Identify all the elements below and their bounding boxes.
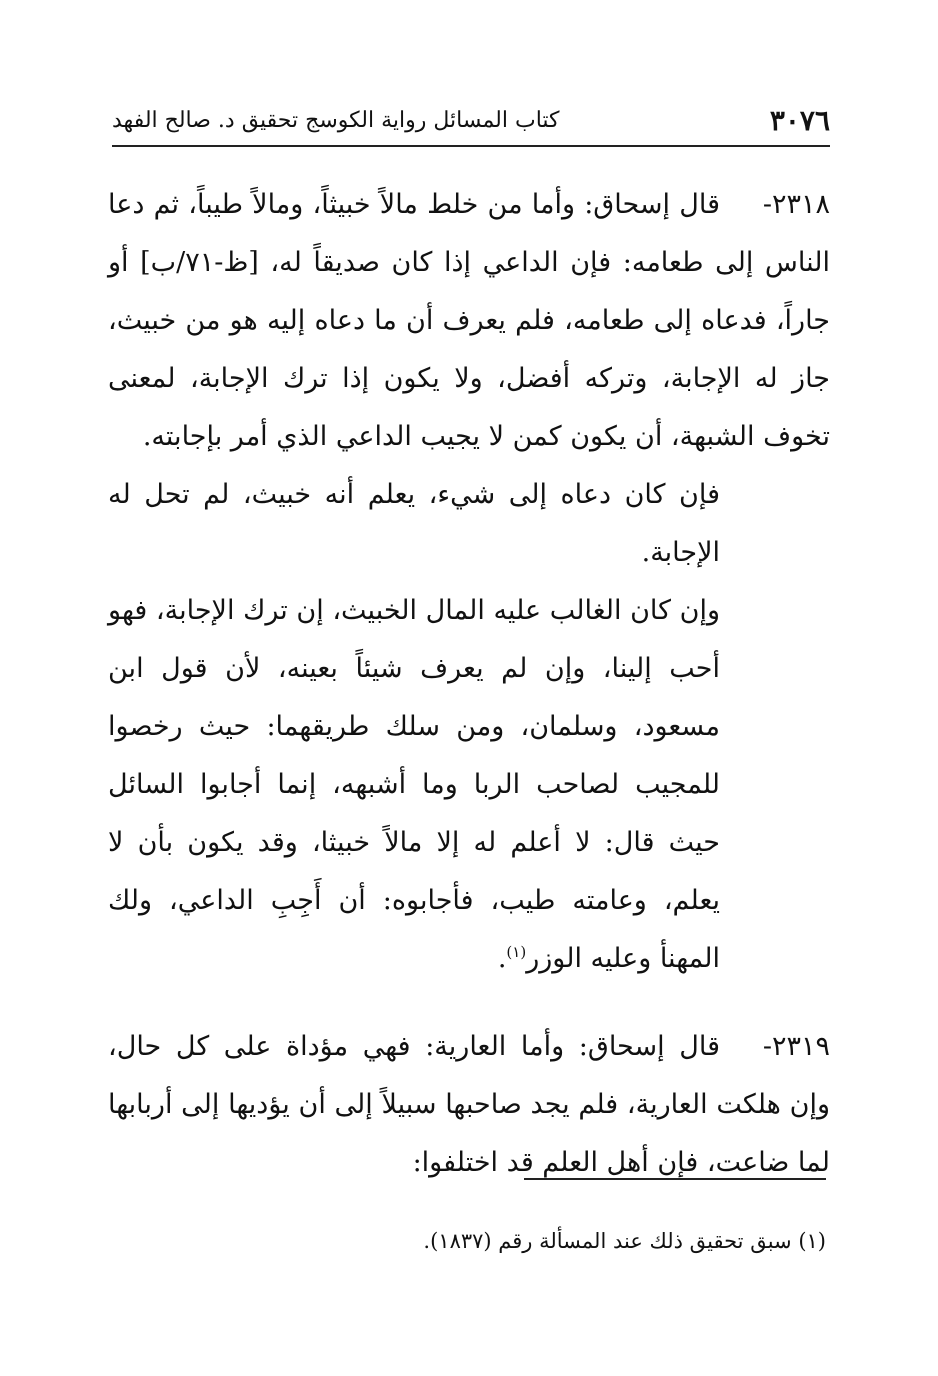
entry-2318-paragraph-2: فإن كان دعاه إلى شيء، يعلم أنه خبيث، لم تحل له الإجابة. [108,479,720,568]
paragraph-text: قال إسحاق: وأما من خلط مالاً خبيثاً، ومالاً طيباً، ثم دعا الناس إلى طعامه: فإن الداعي إذا كان صديقاً له، [ظ-٧١/ب] أو جاراً، فدعاه إلى طعامه، فلم يعرف أن ما دعاه إليه هو من خبيث، جاز له الإجابة، وتركه أفضل، ولا يكون إذا ترك الإجابة، لمعنى تخوف الشبهة، أن يكون كمن لا يجيب الداعي الذي أمر بإجابته. [108,189,830,452]
main-text [108,176,830,1192]
entry-2318-first-paragraph [108,176,830,466]
footnote: (١) سبق تحقيق ذلك عند المسألة رقم (١٨٣٧). [423,1229,826,1253]
running-title: كتاب المسائل رواية الكوسج تحقيق د. صالح الفهد [112,107,560,133]
page-number: ٣٠٧٦ [769,103,830,137]
entry-number: ٢٣١٩- [762,1031,830,1062]
header-rule [112,145,830,147]
footnote-marker: (١) [506,943,527,961]
paragraph-text: وإن كان الغالب عليه المال الخبيث، إن ترك الإجابة، فهو أحب إلينا، وإن لم يعرف شيئاً بعينه، لأن قول ابن مسعود، وسلمان، ومن سلك طريقهما: حيث رخصوا للمجيب لصاحب الربا وما أشبهه، إنما أجابوا السائل حيث قال: لا أعلم له إلا مالاً خبيثا، وقد يكون بأن لا يعلم، وعامته طيب، فأجابوه: أن أَجِبِ الداعي، ولك المهنأ وعليه الوزر [108,595,720,974]
entry-2318-paragraph-3 [108,582,830,988]
page-header [112,100,830,140]
entry-2319-first-paragraph [108,1018,830,1192]
entry-gap [108,988,830,1018]
entry-number: ٢٣١٨- [762,189,830,220]
paragraph-text: قال إسحاق: وأما العارية: فهي مؤداة على كل حال، وإن هلكت العارية، فلم يجد صاحبها سبيلاً إلى أن يؤديها إلى أربابها لما ضاعت، فإن أهل العلم قد اختلفوا: [108,1031,830,1178]
paragraph-end: . [497,943,507,974]
footnote-rule [524,1178,826,1180]
